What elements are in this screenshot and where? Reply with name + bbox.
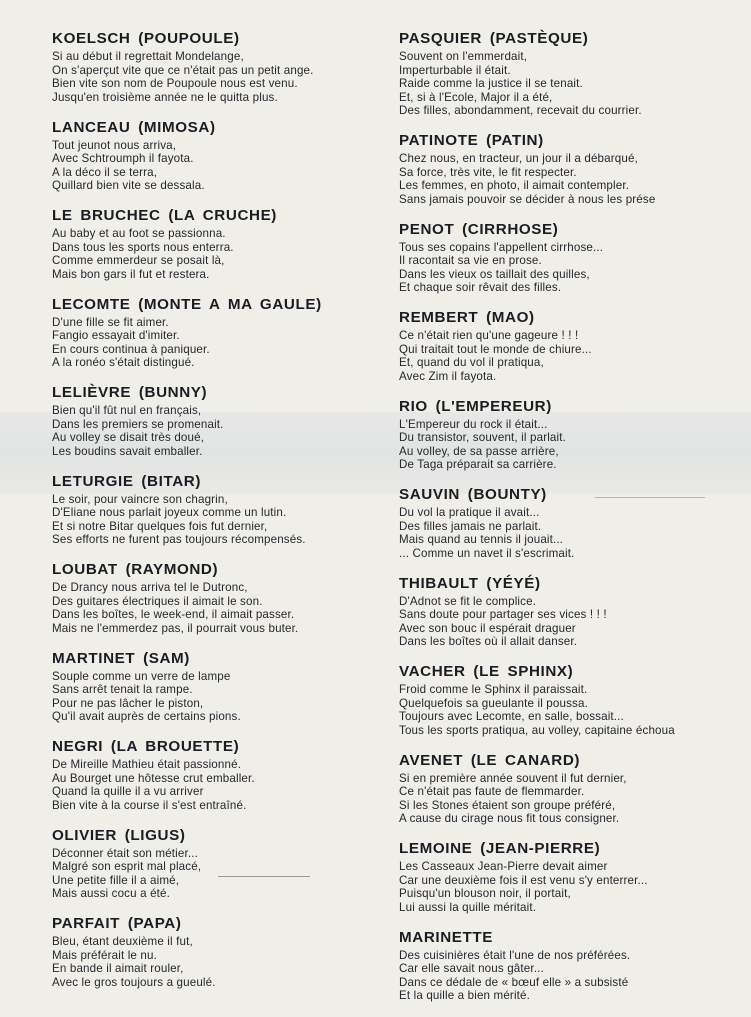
poem-entry [52,296,400,370]
right-column [399,30,751,1017]
verse-line: Lui aussi la quille méritait. [399,900,537,914]
verse-line: Imperturbable il était. [399,63,511,77]
poem-entry [52,827,400,901]
verse-line: Quelquefois sa gueulante il poussa. [399,696,588,710]
verse-line: Avec Schtroumph il fayota. [52,152,194,165]
verse-line: Si au début il regrettait Mondelange, [52,50,244,63]
entry-title: REMBERT (MAO) [399,309,535,326]
poem-entry [52,915,400,989]
verse-line: Ses efforts ne furent pas toujours récompensés. [52,533,306,546]
verse-line: Et la quille a bien mérité. [399,989,531,1002]
poem-entry [399,221,751,295]
poem-entry [399,398,751,472]
entry-title: SAUVIN (BOUNTY) [399,486,547,503]
verse-line: A la ronéo s'était distingué. [52,356,195,369]
entry-title: LANCEAU (MIMOSA) [52,118,216,136]
entry-title: KOELSCH (POUPOULE) [52,30,240,47]
entry-title: MARINETTE [399,928,493,946]
poem-entry [52,473,400,547]
verse-line: Bien vite à la course il s'est entraîné. [52,798,247,812]
entry-title: LETURGIE (BITAR) [52,472,201,490]
verse-line: Qu'il avait auprès de certains pions. [52,710,241,723]
verse-line: Ce n'était pas faute de flemmarder. [399,785,585,798]
verse-line: ... Comme un navet il s'escrimait. [399,546,575,560]
verse-line: Sans arrêt tenait la rampe. [52,683,193,696]
verse-line: Au volley, de sa passe arrière, [399,444,559,458]
verse-line: Et chaque soir rêvait des filles. [399,281,562,294]
decorative-rule [595,497,705,498]
verse-line: Tous ses copains l'appellent cirrhose... [399,240,604,254]
verse-line: Si les Stones étaient son groupe préféré, [399,798,616,812]
verse-line: Le soir, pour vaincre son chagrin, [52,492,228,506]
poem-entry [399,30,751,118]
verse-line: Souvent on l'emmerdait, [399,50,528,63]
verse-line: Jusqu'en troisième année ne le quitta plus. [52,90,278,104]
verse-line: Du transistor, souvent, il parlait. [399,431,566,444]
verse-line: Au baby et au foot se passionna. [52,227,226,240]
verse-line: A cause du cirage nous fit tous consigner. [399,812,620,825]
verse-line: Dans ce dédale de « bœuf elle » a subsisté [399,975,629,989]
verse-line: Dans les premiers se promenait. [52,417,224,431]
poem-entry [399,575,751,649]
verse-line: A la déco il se terra, [52,165,158,179]
entry-title: MARTINET (SAM) [52,649,190,667]
entry-title: AVENET (LE CANARD) [399,751,581,769]
left-column [52,30,400,1004]
poem-entry [52,738,400,812]
entry-title: PASQUIER (PASTÈQUE) [399,30,589,47]
verse-line: Les Casseaux Jean-Pierre devait aimer [399,860,608,873]
verse-line: Au volley se disait très doué, [52,431,205,444]
verse-line: Des cuisinières était l'une de nos préférées. [399,948,631,962]
entry-title: LELIÈVRE (BUNNY) [52,384,208,401]
entry-title: LOUBAT (RAYMOND) [52,561,219,578]
verse-line: Dans les boîtes, le week-end, il aimait passer. [52,608,295,621]
poem-entry [52,119,400,193]
verse-line: Des filles jamais ne parlait. [399,519,542,533]
verse-line: L'Empereur du rock il était... [399,417,548,431]
verse-line: Chez nous, en tracteur, un jour il a débarqué, [399,152,638,165]
verse-line: Mais quand au tennis il jouait... [399,533,564,546]
verse-line: Toujours avec Lecomte, en salle, bossait... [399,710,624,723]
verse-line: Tous les sports pratiqua, au volley, capitaine échoua [399,723,675,737]
verse-line: Les femmes, en photo, il aimait contempler. [399,179,630,192]
verse-line: Quillard bien vite se dessala. [52,179,205,192]
entry-title: RIO (L'EMPEREUR) [399,397,552,415]
verse-line: Des filles, abondamment, recevait du courrier. [399,104,642,117]
verse-line: Dans les vieux os taillait des quilles, [399,267,590,281]
poem-entry [52,207,400,281]
verse-line: Avec Zim il fayota. [399,369,497,383]
verse-line: Pour ne pas lâcher le piston, [52,696,204,710]
entry-title: PENOT (CIRRHOSE) [399,220,559,238]
verse-line: Souple comme un verre de lampe [52,669,231,683]
verse-line: Au Bourget une hôtesse crut emballer. [52,771,255,785]
verse-line: En cours continua à paniquer. [52,342,210,356]
verse-line: Bien qu'il fût nul en français, [52,404,202,417]
entry-title: LEMOINE (JEAN-PIERRE) [399,840,601,857]
verse-line: Une petite fille il a aimé, [52,873,180,887]
verse-line: Puisqu'un blouson noir, il portait, [399,887,571,900]
verse-line: D'Adnot se fit le complice. [399,594,537,608]
verse-line: Et si notre Bitar quelques fois fut dernier, [52,519,268,533]
verse-line: Sans doute pour partager ses vices ! ! ! [399,608,607,621]
verse-line: Sa force, très vite, le fit respecter. [399,165,577,179]
verse-line: Les boudins savait emballer. [52,444,203,458]
entry-title: PATINOTE (PATIN) [399,132,544,149]
entry-title: VACHER (LE SPHINX) [399,663,574,680]
entry-title: THIBAULT (YÉYÉ) [399,574,541,592]
entry-title: OLIVIER (LIGUS) [52,826,186,844]
verse-line: Il racontait sa vie en prose. [399,254,542,267]
verse-line: Froid comme le Sphinx il paraissait. [399,683,588,696]
verse-line: Bleu, étant deuxième il fut, [52,935,193,948]
verse-line: Si en première année souvent il fut dernier, [399,771,627,785]
poem-entry [52,561,400,635]
verse-line: De Mireille Mathieu était passionné. [52,758,242,771]
verse-line: Dans tous les sports nous enterra. [52,240,234,254]
verse-line: Quand la quille il a vu arriver [52,785,204,798]
verse-line: Car une deuxième fois il est venu s'y enterrer... [399,873,648,887]
verse-line: De Drancy nous arriva tel le Dutronc, [52,581,248,594]
verse-line: Avec son bouc il espérait draguer [399,621,576,635]
verse-line: Fangio essayait d'imiter. [52,329,180,342]
verse-line: Sans jamais pouvoir se décider à nous les prése [399,192,656,206]
verse-line: Mais ne l'emmerdez pas, il pourrait vous buter. [52,621,299,635]
entry-title: LE BRUCHEC (LA CRUCHE) [52,207,277,224]
poem-entry [52,650,400,724]
poem-entry [399,929,751,1003]
verse-line: Bien vite son nom de Poupoule nous est venu. [52,77,298,90]
poem-entry [399,309,751,383]
verse-line: Car elle savait nous gâter... [399,962,544,975]
verse-line: Mais préférait le nu. [52,948,157,962]
verse-line: Et, si à l'Ecole, Major il a été, [399,90,553,104]
verse-line: Des guitares électriques il aimait le son. [52,594,263,608]
verse-line: Déconner était son métier... [52,846,198,860]
entry-title: NEGRI (LA BROUETTE) [52,738,240,755]
verse-line: Ce n'était rien qu'une gageure ! ! ! [399,329,579,342]
verse-line: Raide comme la justice il se tenait. [399,77,583,90]
verse-line: Dans les boîtes où il allait danser. [399,635,578,648]
poem-entry [52,30,400,104]
decorative-rule [218,876,310,877]
verse-line: Malgré son esprit mal placé, [52,860,202,873]
verse-line: En bande il aimait rouler, [52,962,184,975]
poem-entry [399,840,751,914]
poem-entry [399,132,751,206]
verse-line: D'Eliane nous parlait joyeux comme un lutin. [52,506,287,519]
poem-entry [52,384,400,458]
entry-title: LECOMTE (MONTE A MA GAULE) [52,295,322,313]
verse-line: Tout jeunot nous arriva, [52,138,177,152]
poem-entry [399,663,751,737]
verse-line: Et, quand du vol il pratiqua, [399,356,544,369]
verse-line: Mais bon gars il fut et restera. [52,267,210,281]
poem-entry [399,752,751,826]
verse-line: D'une fille se fit aimer. [52,315,169,329]
verse-line: Mais aussi cocu a été. [52,887,171,900]
verse-line: De Taga préparait sa carrière. [399,458,557,471]
verse-line: Qui traitait tout le monde de chiure... [399,342,592,356]
verse-line: Comme emmerdeur se posait là, [52,254,225,267]
entry-title: PARFAIT (PAPA) [52,915,182,932]
verse-line: Avec le gros toujours a gueulé. [52,975,216,989]
verse-line: Du vol la pratique il avait... [399,506,540,519]
verse-line: On s'aperçut vite que ce n'était pas un petit ange. [52,63,314,77]
